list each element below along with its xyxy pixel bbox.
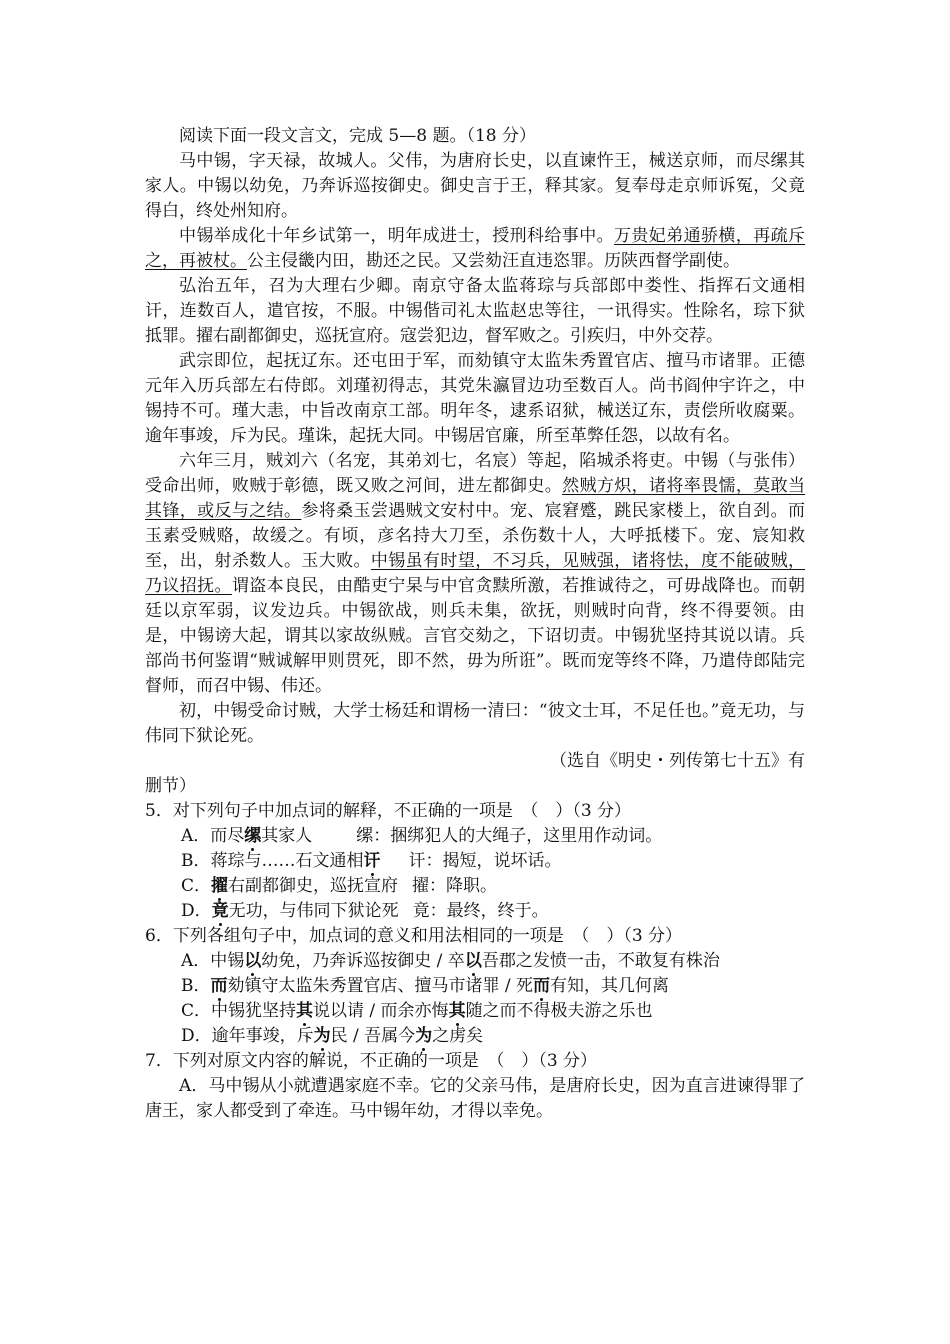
option-text: C．中锡犹坚持 xyxy=(181,1001,297,1021)
passage-paragraph-4: 武宗即位，起抚辽东。还屯田于军，而劾镇守太监朱秀置官店、擅马市诸罪。正德元年入历兵部左右侍郎。刘瑾初得志，其党朱瀛冒边功至数百人。尚书阎仲宇许之，中锡持不可。瑾大恚，中旨改南京工部。明年冬，逮系诏狱，械送辽东，责偿所收腐粟。逾年事竣，斥为民。瑾诛，起抚大同。中锡居官廉，所至革弊任怨，以故有名。 xyxy=(145,351,805,446)
dotted-word: 其 xyxy=(296,1001,314,1021)
para2-text-a: 中锡举成化十年乡试第一，明年成进士，授刑科给事中。 xyxy=(179,226,614,246)
question-5-stem: 5．对下列句子中加点词的解释，不正确的一项是 （ ）（3 分） xyxy=(145,801,632,821)
question-6-stem: 6．下列各组句子中，加点词的意义和用法相同的一项是 （ ）（3 分） xyxy=(145,926,683,946)
passage-paragraph-5 xyxy=(145,449,805,699)
dotted-word: 以 xyxy=(464,951,482,971)
dotted-word: 以 xyxy=(244,951,262,971)
option-explanation: 竟：最终，终于。 xyxy=(412,901,549,921)
question-6-option-c xyxy=(145,999,805,1024)
option-text: 随之而不得极夫游之乐也 xyxy=(465,1001,653,1021)
dotted-word: 讦 xyxy=(363,851,381,871)
option-text: 劾镇守太监朱秀置官店、擅马市诸罪 / 死 xyxy=(227,976,534,996)
para5-underlined-sentence-2: 中锡虽有时望，不习兵，见贼强，诸将怯，度不能破贼，乃议招抚。 xyxy=(145,551,806,596)
option-text: C． xyxy=(181,876,212,896)
option-text: 说以请 / 而余亦悔 xyxy=(313,1001,449,1021)
option-text: 有知，其几何离 xyxy=(550,976,670,996)
para2-underlined-sentence: 万贵妃弟通骄横，再疏斥之，再被杖。 xyxy=(145,226,805,271)
question-6-option-b xyxy=(145,974,805,999)
dotted-word: 竟 xyxy=(211,901,229,921)
option-text: D． xyxy=(181,901,212,921)
option-text: A．中锡 xyxy=(181,951,245,971)
passage-paragraph-2 xyxy=(145,224,805,274)
dotted-word: 而 xyxy=(533,976,551,996)
option-explanation: 缧：捆绑犯人的大绳子，这里用作动词。 xyxy=(356,826,663,846)
option-explanation: 讦：揭短，说坏话。 xyxy=(408,851,562,871)
source-citation: （选自《明史・列传第七十五》有 xyxy=(550,751,805,771)
source-citation-tail: 删节） xyxy=(145,776,196,796)
option-text: 吾郡之发愤一击，不敢复有株治 xyxy=(481,951,720,971)
dotted-word: 其 xyxy=(448,1001,466,1021)
question-6-option-a xyxy=(145,949,805,974)
question-5-option-c xyxy=(145,874,805,899)
para5-text-a: 六年三月，贼刘六（名宠，其弟刘七，名宸）等起，陷城杀将吏。中锡（与张伟）受命出师，败贼于彰德，既又败之河间，进左都御史。 xyxy=(145,451,805,496)
option-text: A．而尽 xyxy=(181,826,245,846)
passage-paragraph-6: 初，中锡受命讨贼，大学士杨廷和谓杨一清曰：“彼文士耳，不足任也。”竟无功，与伟同下狱论死。 xyxy=(145,701,805,746)
option-text: 民 / 吾属今 xyxy=(330,1026,416,1046)
question-5-option-d xyxy=(145,899,805,924)
dotted-word: 缧 xyxy=(244,826,262,846)
para5-underlined-sentence-1: 然贼方炽，诸将率畏懦，莫敢当其锋，或反与之结。 xyxy=(145,476,806,521)
dotted-word: 而 xyxy=(210,976,228,996)
option-text: 无功，与伟同下狱论死 xyxy=(228,901,399,921)
question-6-option-d xyxy=(145,1024,805,1049)
dotted-word: 擢 xyxy=(211,876,229,896)
question-7-option-a: A．马中锡从小就遭遇家庭不幸。它的父亲马伟，是唐府长史，因为直言进谏得罪了唐王，家人都受到了牵连。马中锡年幼，才得以幸免。 xyxy=(145,1076,805,1121)
option-text: B．蒋琮与……石文通相 xyxy=(181,851,364,871)
para2-text-b: 公主侵畿内田，勘还之民。又尝劾汪直违恣罪。历陕西督学副使。 xyxy=(247,251,740,271)
para5-text-c: 谓盗本良民，由酷吏宁杲与中官贪黩所激，若推诚待之，可毋战降也。而朝廷以京军弱，议发边兵。中锡欲战，则兵未集，欲抚，则贼时向背，终不得要领。由是，中锡谤大起，谓其以家故纵贼。言官交劾之，下诏切责。中锡犹坚持其说以请。兵部尚书何鉴谓“贼诚解甲则贯死，即不然，毋为所诳”。既而宠等终不降，乃遣侍郎陆完督师，而召中锡、伟还。 xyxy=(145,576,806,696)
reading-instruction: 阅读下面一段文言文，完成 5—8 题。（18 分） xyxy=(179,126,536,146)
question-7-stem: 7．下列对原文内容的解说，不正确的一项是 （ ）（3 分） xyxy=(145,1051,598,1071)
passage-paragraph-3: 弘治五年，召为大理右少卿。南京守备太监蒋琮与兵部郎中娄性、指挥石文通相讦，连数百人，遣官按，不服。中锡偕司礼太监赵忠等往，一讯得实。性除名，琮下狱抵罪。擢右副都御史，巡抚宣府。寇尝犯边，督军败之。引疾归，中外交荐。 xyxy=(145,276,805,346)
option-text: 之虏矣 xyxy=(432,1026,484,1046)
dotted-word: 为 xyxy=(415,1026,433,1046)
option-explanation: 擢：降职。 xyxy=(412,876,498,896)
option-text: 右副都御史，巡抚宣府 xyxy=(228,876,399,896)
option-text: 幼免，乃奔诉巡按御史 / 卒 xyxy=(261,951,465,971)
para5-text-b: 参将桑玉尝遇贼文安村中。宠、宸窘蹙，跳民家楼上，欲自刭。而玉素受贼赂，故缓之。有顷，彦名持大刀至，杀伤数十人，大呼抵楼下。宠、宸知救至，出，射杀数人。玉大败。 xyxy=(145,501,805,571)
option-text: B． xyxy=(181,976,211,996)
exam-page xyxy=(145,124,805,1124)
option-text: 其家人 xyxy=(261,826,313,846)
dotted-word: 为 xyxy=(313,1026,331,1046)
question-5-option-a xyxy=(145,824,805,849)
passage-paragraph-1: 马中锡，字天禄，故城人。父伟，为唐府长史，以直谏忤王，械送京师，而尽缧其家人。中锡以幼免，乃奔诉巡按御史。御史言于王，释其家。复奉母走京师诉冤，父竟得白，终处州知府。 xyxy=(145,151,805,221)
question-5-option-b xyxy=(145,849,805,874)
option-text: D．逾年事竣，斥 xyxy=(181,1026,314,1046)
